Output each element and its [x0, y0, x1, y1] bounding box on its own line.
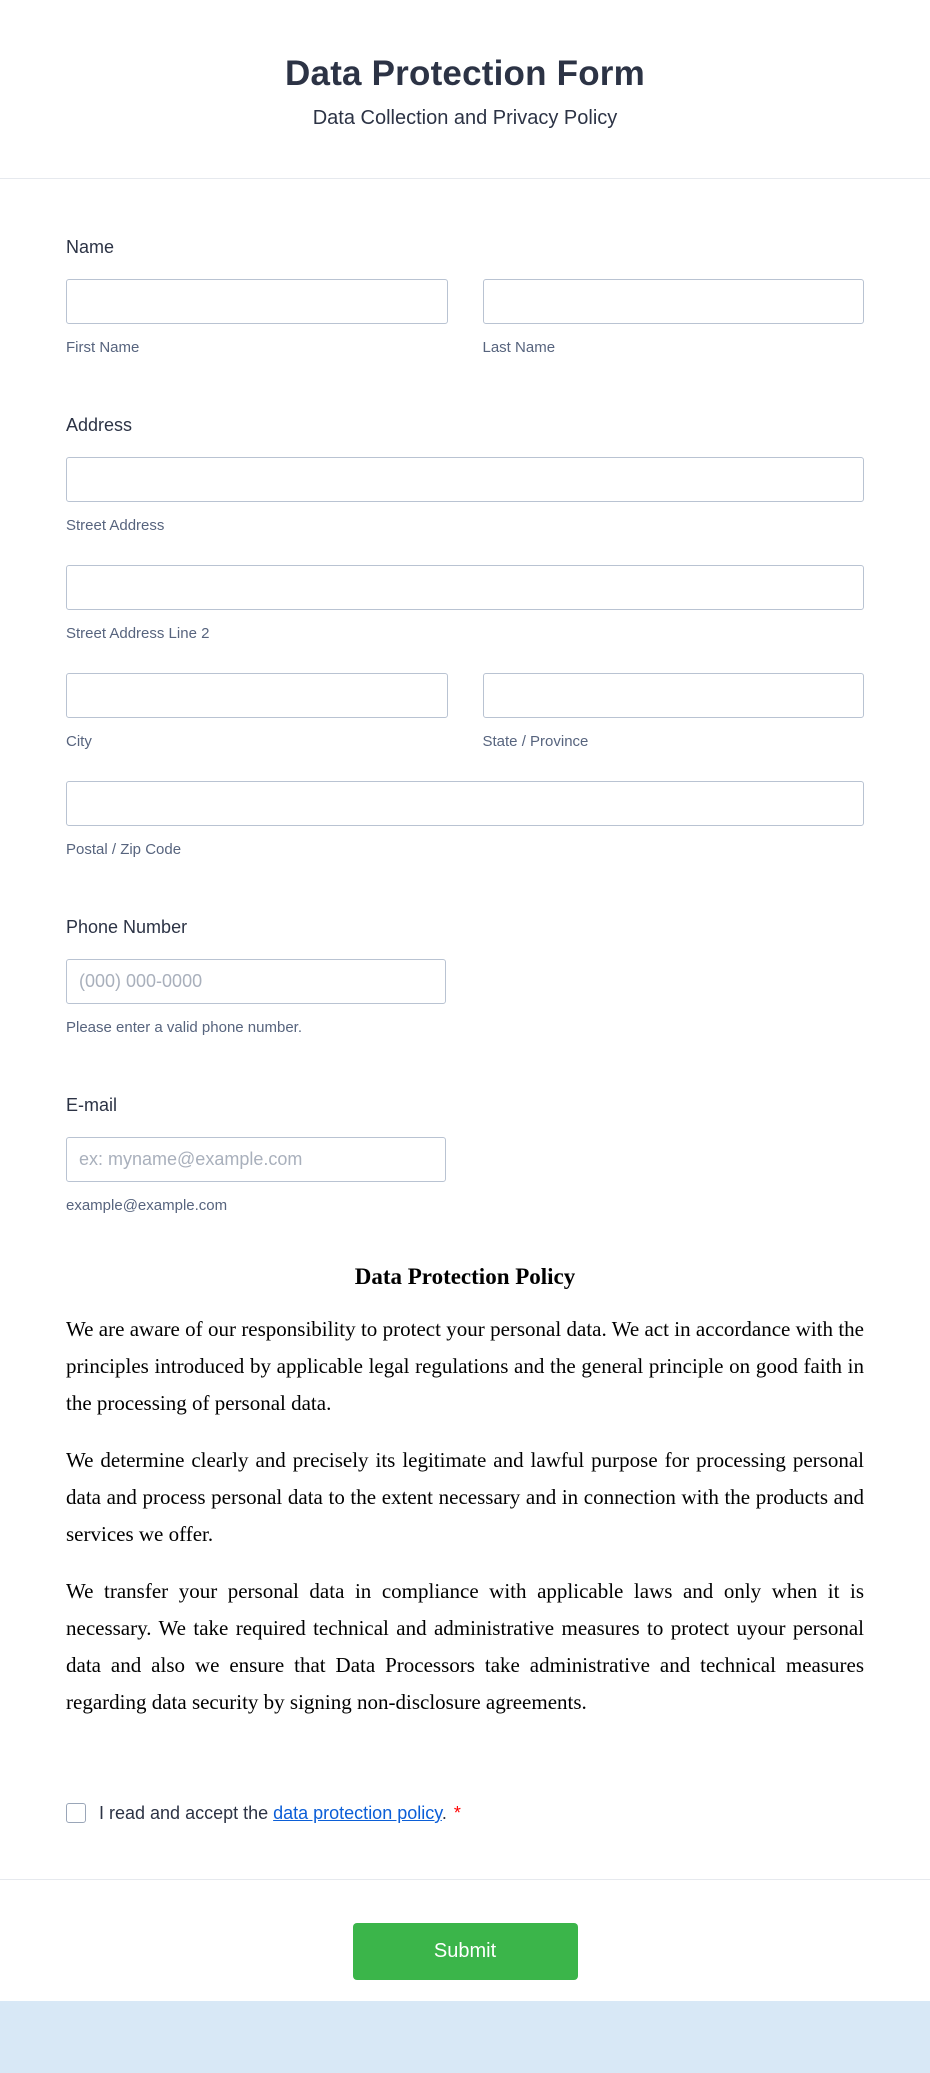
first-name-sublabel: First Name [66, 339, 140, 356]
policy-paragraph-2: We determine clearly and precisely its legitimate and lawful purpose for processing personal data and process personal data to the extent necessary and in connection with the products and services we offer. [66, 1448, 864, 1546]
street-address-sublabel: Street Address [66, 517, 165, 534]
phone-sublabel: Please enter a valid phone number. [66, 1019, 302, 1036]
street-address-input[interactable] [66, 457, 864, 502]
policy-heading: Data Protection Policy [354, 1264, 576, 1289]
phone-label: Phone Number [66, 917, 188, 937]
consent-checkbox[interactable] [66, 1803, 86, 1823]
city-state-group [66, 673, 864, 751]
city-input[interactable] [66, 673, 448, 718]
policy-link[interactable]: data protection policy [273, 1803, 442, 1823]
street-address-group [66, 457, 864, 535]
form-body [0, 235, 930, 1825]
name-label: Name [66, 237, 115, 257]
phone-input[interactable] [66, 959, 446, 1004]
state-input[interactable] [483, 673, 865, 718]
email-input[interactable] [66, 1137, 446, 1182]
submit-button[interactable]: Submit [353, 1923, 578, 1980]
policy-paragraph-1: We are aware of our responsibility to protect your personal data. We act in accordance with the principles introduced by applicable legal regulations and the general principle on good faith in the processing of personal data. [66, 1317, 864, 1415]
policy-paragraph-3: We transfer your personal data in compliance with applicable laws and only when it is necessary. We take required technical and administrative measures to protect uyour personal data and also we ensure that Data Processors take administrative and technical measures regarding data security by signing non-disclosure agreements. [66, 1579, 864, 1714]
form-title: Data Protection Form [285, 54, 645, 93]
email-label: E-mail [66, 1095, 118, 1115]
address-field-group [66, 413, 864, 859]
policy-section [66, 1263, 864, 1721]
consent-text-before: I read and accept the [99, 1803, 274, 1823]
state-sublabel: State / Province [482, 733, 589, 750]
postal-code-group [66, 781, 864, 859]
postal-code-input[interactable] [66, 781, 864, 826]
required-asterisk: * [453, 1803, 461, 1823]
submit-area [0, 1880, 930, 2001]
first-name-input[interactable] [66, 279, 448, 324]
email-sublabel: example@example.com [66, 1197, 228, 1214]
form-header [0, 0, 930, 178]
street-address-line2-sublabel: Street Address Line 2 [66, 625, 210, 642]
postal-code-sublabel: Postal / Zip Code [66, 841, 182, 858]
street-address-line2-input[interactable] [66, 565, 864, 610]
street-address-line2-group [66, 565, 864, 643]
last-name-input[interactable] [483, 279, 865, 324]
header-divider [0, 178, 930, 179]
consent-label [99, 1801, 461, 1825]
last-name-sublabel: Last Name [482, 339, 556, 356]
consent-text-after: . [441, 1803, 447, 1823]
city-sublabel: City [66, 733, 92, 750]
email-field-group [66, 1093, 864, 1215]
phone-field-group [66, 915, 864, 1037]
name-field-group [66, 235, 864, 357]
consent-row [66, 1801, 864, 1825]
address-label: Address [66, 415, 133, 435]
form-subtitle: Data Collection and Privacy Policy [312, 107, 618, 129]
